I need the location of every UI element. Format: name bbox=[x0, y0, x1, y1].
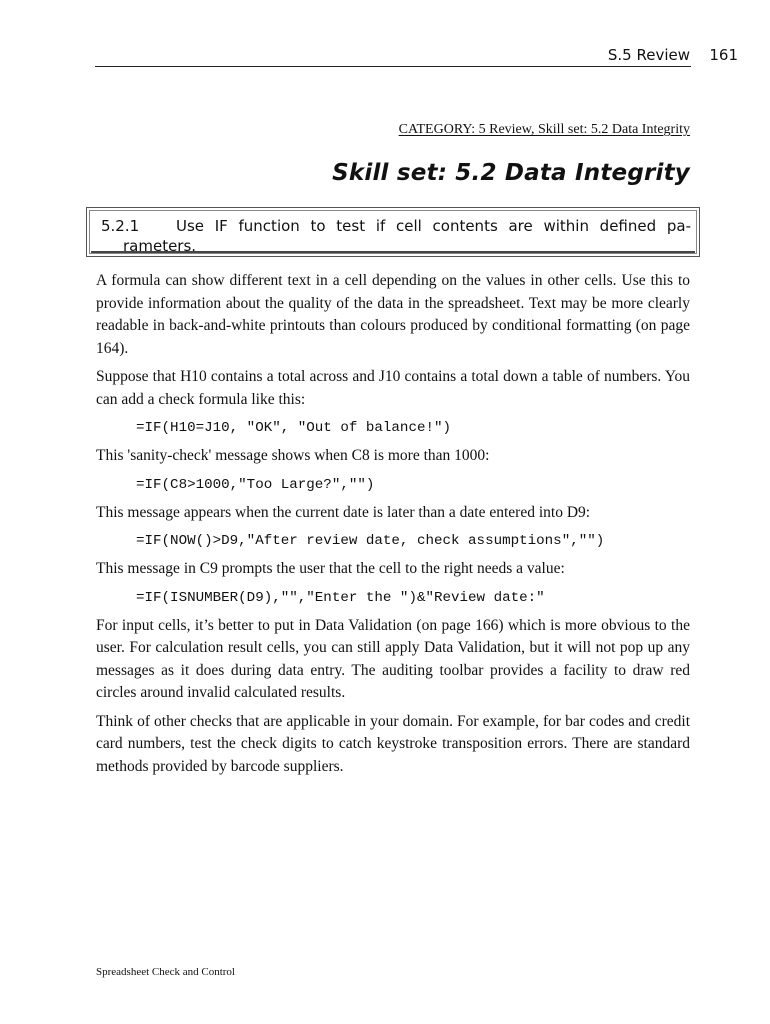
section-label: S.5 Review bbox=[607, 46, 690, 64]
paragraph-suppose: Suppose that H10 contains a total across and J10 contains a total down a table of numbers. You can add a check formula like this: bbox=[96, 368, 690, 408]
code-isnumber: =IF(ISNUMBER(D9),"","Enter the ")&"Review date:" bbox=[136, 589, 545, 606]
topic-text-line2: rameters. bbox=[123, 237, 197, 255]
paragraph-prompt: This message in C9 prompts the user that the cell to the right needs a value: bbox=[96, 560, 565, 577]
code-balance-check: =IF(H10=J10, "OK", "Out of balance!") bbox=[136, 420, 452, 436]
paragraph-intro: A formula can show different text in a cell depending on the values in other cells. Use this to provide information about the quality of the data in the spreadsheet. Text may be more clearly readable in back-and-white printouts than colours produced by conditional formatting (on page 164). bbox=[96, 272, 690, 357]
page-title: Skill set: 5.2 Data Integrity bbox=[332, 160, 690, 186]
topic-heading bbox=[101, 216, 691, 236]
paragraph-sanity-check: This 'sanity-check' message shows when C8 is more than 1000: bbox=[96, 447, 490, 464]
topic-text-line1: Use IF function to test if cell contents are within defined pa- bbox=[176, 217, 691, 235]
code-too-large: =IF(C8>1000,"Too Large?","") bbox=[136, 476, 375, 493]
topic-number: 5.2.1 bbox=[101, 217, 140, 235]
body-content bbox=[96, 270, 690, 784]
page-number: 161 bbox=[709, 46, 738, 64]
page-footer: Spreadsheet Check and Control bbox=[96, 966, 235, 978]
paragraph-validation: For input cells, it’s better to put in Data Validation (on page 166) which is more obvious to the user. For calculation result cells, you can still apply Data Validation, but it will not pop up any messages as it does during data entry. The auditing toolbar provides a facility to draw red circles around invalid calculated results. bbox=[96, 616, 690, 701]
paragraph-date-check: This message appears when the current date is later than a date entered into D9: bbox=[96, 503, 591, 521]
paragraph-other-checks: Think of other checks that are applicable in your domain. For example, for bar codes and credit card numbers, test the check digits to catch keystroke transposition errors. There are standard methods provided by barcode suppliers. bbox=[96, 712, 690, 775]
running-header bbox=[95, 44, 740, 66]
category-line: CATEGORY: 5 Review, Skill set: 5.2 Data Integrity bbox=[398, 122, 690, 137]
header-rule bbox=[95, 66, 691, 67]
code-review-date: =IF(NOW()>D9,"After review date, check assumptions","") bbox=[136, 533, 605, 549]
